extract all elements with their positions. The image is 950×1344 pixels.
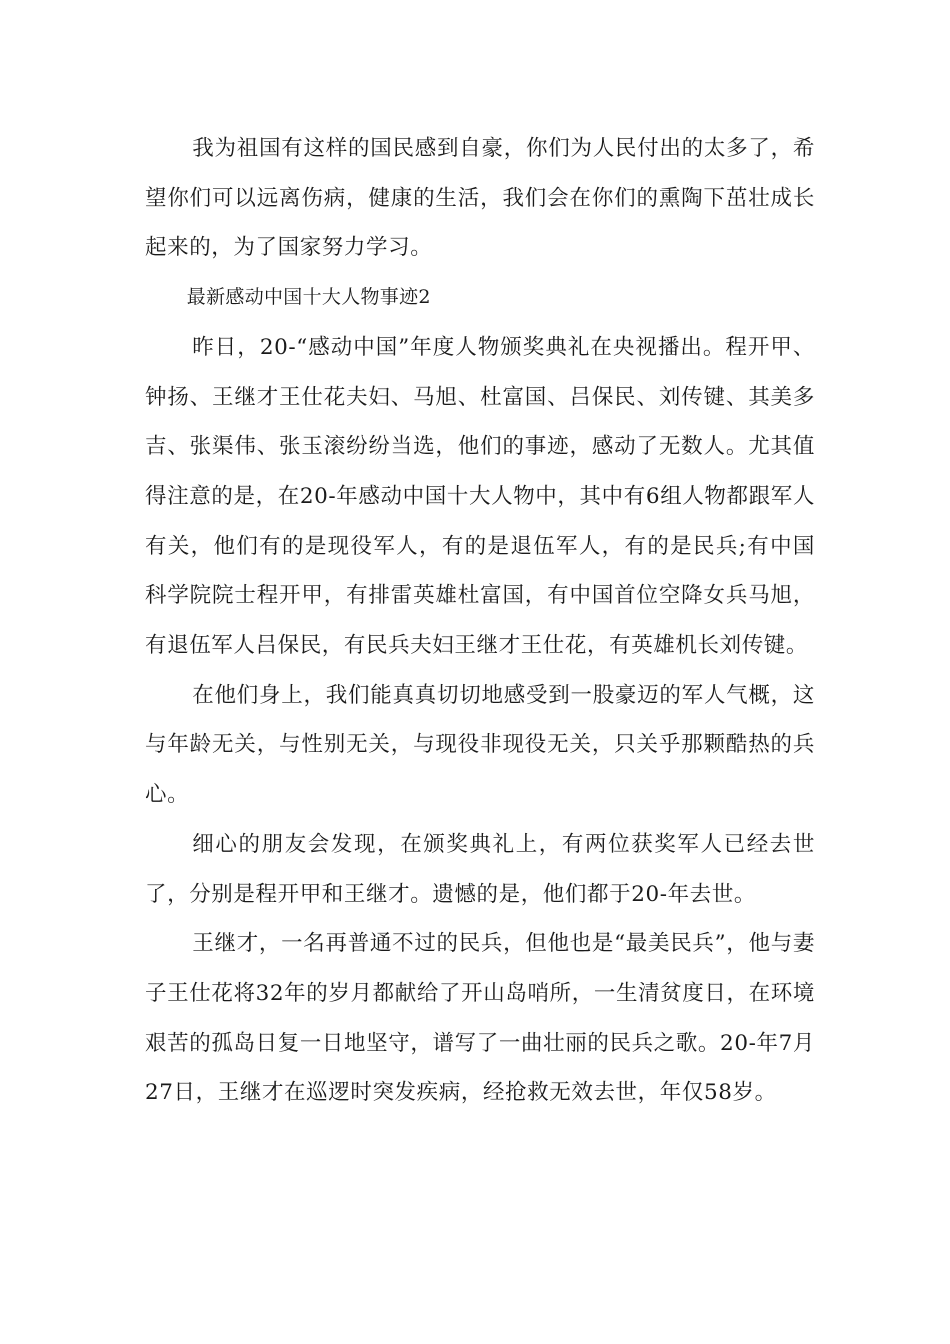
paragraph-ceremony: 昨日，20-“感动中国”年度人物颁奖典礼在央视播出。程开甲、钟扬、王继才王仕花夫妇、马旭、杜富国、吕保民、刘传键、其美多吉、张渠伟、张玉滚纷纷当选，他们的事迹，感动了无数人。尤其值得注意的是，在20-年感动中国十大人物中，其中有6组人物都跟军人有关，他们有的是现役军人，有的是退伍军人，有的是民兵;有中国科学院院士程开甲，有排雷英雄杜富国，有中国首位空降女兵马旭，有退伍军人吕保民，有民兵夫妇王继才王仕花，有英雄机长刘传键。 — [145, 334, 815, 659]
paragraph-pride: 我为祖国有这样的国民感到自豪，你们为人民付出的太多了，希望你们可以远离伤病，健康的生活，我们会在你们的熏陶下茁壮成长起来的，为了国家努力学习。 — [145, 136, 815, 261]
section-heading: 最新感动中国十大人物事迹2 — [186, 286, 431, 309]
paragraph-deceased: 细心的朋友会发现，在颁奖典礼上，有两位获奖军人已经去世了，分别是程开甲和王继才。遗憾的是，他们都于20-年去世。 — [145, 831, 815, 907]
document-body — [145, 124, 815, 1118]
paragraph-military-spirit: 在他们身上，我们能真真切切地感受到一股豪迈的军人气概，这与年龄无关，与性别无关，与现役非现役无关，只关乎那颗酷热的兵心。 — [145, 682, 815, 808]
paragraph-wang-jicai: 王继才，一名再普通不过的民兵，但他也是“最美民兵”，他与妻子王仕花将32年的岁月都献给了开山岛哨所，一生清贫度日，在环境艰苦的孤岛日复一日地坚守，谱写了一曲壮丽的民兵之歌。20-年7月27日，王继才在巡逻时突发疾病，经抢救无效去世，年仅58岁。 — [145, 931, 815, 1106]
